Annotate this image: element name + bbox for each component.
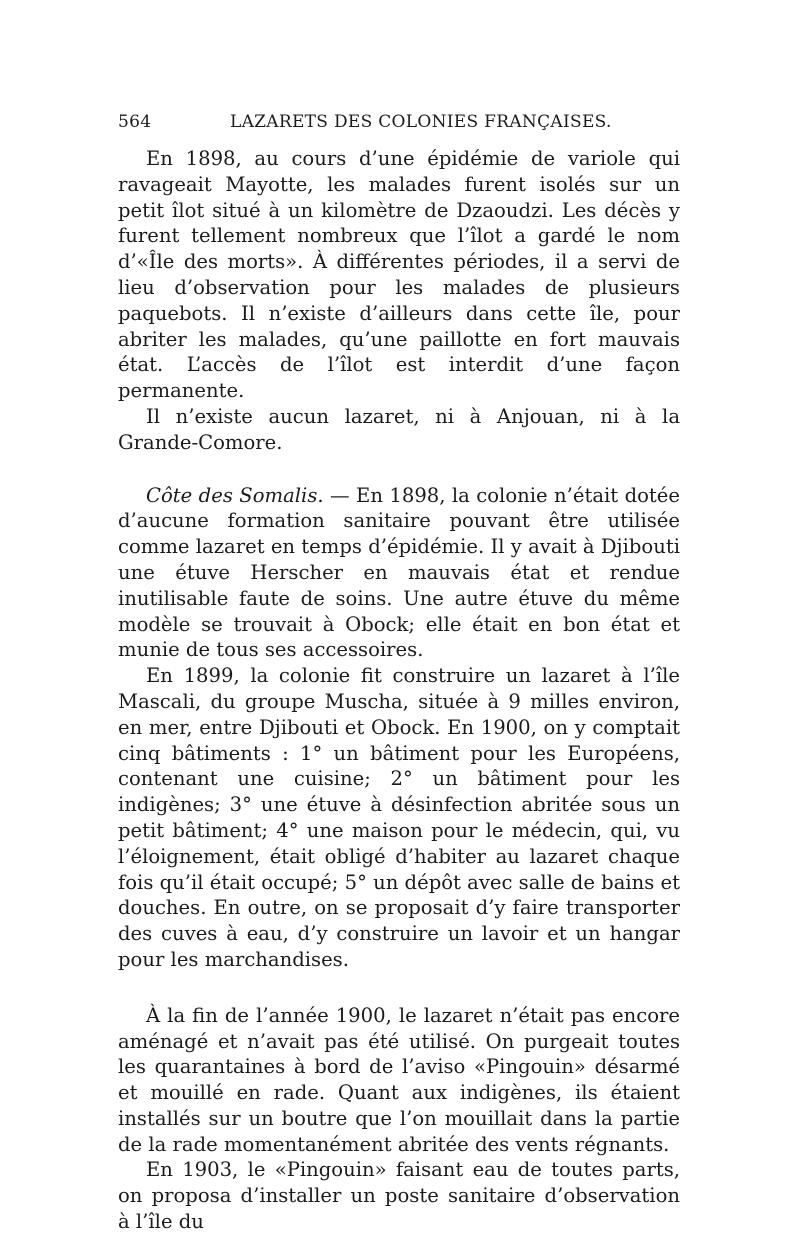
paragraph-text: En 1899, la colonie fit construire un lazaret à l’île Mascali, du groupe Muscha, située à 9 milles environ, en mer, entre Djibouti et Obock. En 1900, on y comptait cinq bâtiments : 1° un bâtiment pour les Européens, contenant une cuisine; 2° un bâtiment pour les indigènes; 3° une étuve à désinfection abritée sous un petit bâtiment; 4° une maison pour le médecin, qui, vu l’éloignement, était obligé d’habiter au lazaret chaque fois qu’il était occupé; 5° un dépôt avec salle de bains et douches. En outre, on se proposait d’y faire transporter des cuves à eau, d’y construire un lavoir et un hangar pour les marchandises. <box>118 664 681 971</box>
paragraph-text: En 1898, au cours d’une épidémie de variole qui ravageait Mayotte, les malades furent isolés sur un petit îlot situé à un kilomètre de Dzaoudzi. Les décès y furent tellement nombreux que l’îlot a gardé le nom d’«Île des morts». À différentes périodes, il a servi de lieu d’observation pour les malades de plusieurs paquebots. Il n’existe d’ailleurs dans cette île, pour abriter les malades, qu’une paillotte en fort mauvais état. L’accès de l’îlot est interdit d’une façon permanente. <box>118 147 680 403</box>
page-number: 564 <box>118 112 152 132</box>
paragraph-text: À la fin de l’année 1900, le lazaret n’était pas encore aménagé et n’avait pas été utilisé. On purgeait toutes les quarantaines à bord de l’aviso «Pingouin» désarmé et mouillé en rade. Quant aux indigènes, ils étaient installés sur un boutre que l’on mouillait dans la partie de la rade momentanément abritée des vents régnants. <box>118 1003 680 1156</box>
paragraph-text: — En 1898, la colonie n’était dotée d’aucune formation sanitaire pouvant être utilisée comme lazaret en temps d’épidémie. Il y avait à Djibouti une étuve Herscher en mauvais état et rendue inutilisable faute de soins. Une autre étuve du même modèle se trouvait à Obock; elle était en bon état et munie de tous ses accessoires. <box>118 483 680 662</box>
section-heading: Côte des Somalis. <box>146 483 324 507</box>
paragraph-anjouan <box>118 404 680 456</box>
body-text <box>118 146 680 1235</box>
paragraph-somalis <box>118 483 680 664</box>
running-title: LAZARETS DES COLONIES FRANÇAISES. <box>230 112 612 132</box>
paragraph-text: En 1903, le «Pingouin» faisant eau de toutes parts, on proposa d’installer un poste sanitaire d’observation à l’île du <box>118 1158 680 1234</box>
paragraph-1903 <box>118 1157 680 1234</box>
paragraph-mascali <box>118 663 680 973</box>
paragraph-mayotte <box>118 146 680 404</box>
paragraph-pingouin <box>118 1003 680 1158</box>
paragraph-text: Il n’existe aucun lazaret, ni à Anjouan, ni à la Grande-Comore. <box>118 404 680 454</box>
